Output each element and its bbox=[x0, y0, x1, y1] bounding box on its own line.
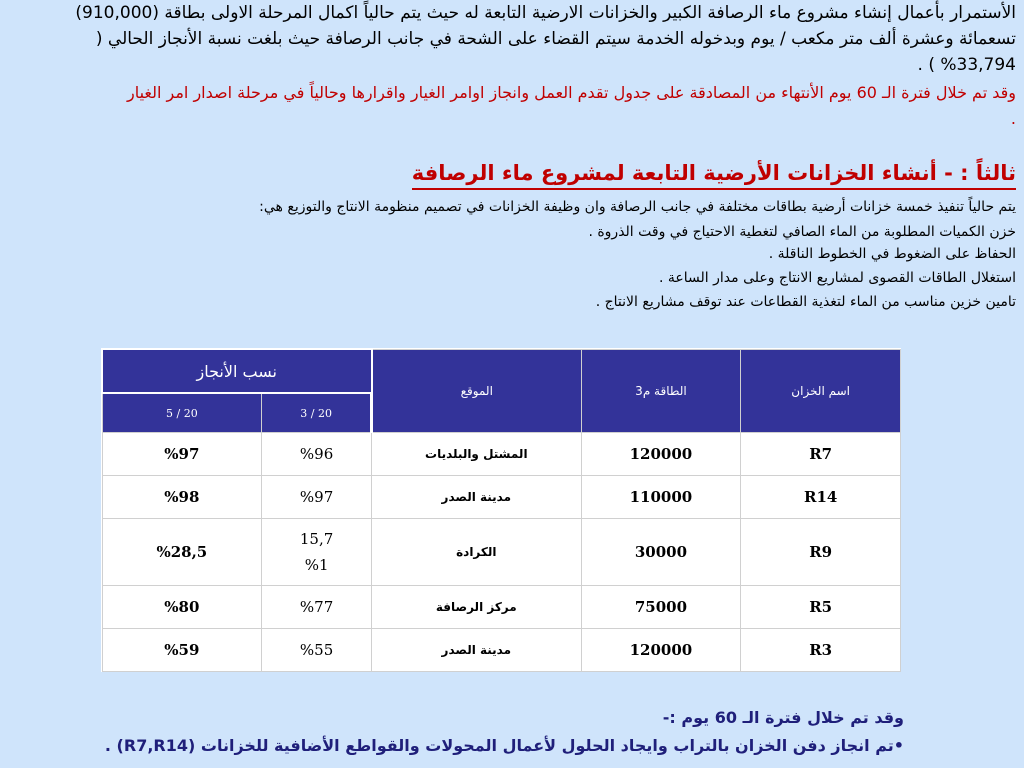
progress-a-line-1: 15,7 bbox=[299, 530, 334, 548]
progress-a-cell bbox=[262, 519, 372, 586]
date-b-header: 5 / 20 bbox=[102, 393, 262, 433]
location-cell: الكرادة bbox=[372, 519, 582, 586]
tank-name-cell: R9 bbox=[741, 519, 901, 586]
location-cell: مركز الرصافة bbox=[372, 586, 582, 629]
capacity-cell: 120000 bbox=[581, 629, 741, 672]
intro-paragraph bbox=[75, 0, 1016, 78]
location-cell: مدينة الصدر bbox=[372, 629, 582, 672]
table-row bbox=[102, 476, 901, 519]
red-note-line-1: وقد تم خلال فترة الـ 60 يوم الأنتهاء من المصادقة على جدول تقدم العمل وانجاز اوامر الغيار واقرارها وحالياً في مرحلة اصدار امر الغيار bbox=[126, 83, 1016, 102]
tank-name-cell: R14 bbox=[741, 476, 901, 519]
progress-a-cell: %96 bbox=[262, 433, 372, 476]
progress-b-cell: %59 bbox=[102, 629, 262, 672]
table-row bbox=[102, 433, 901, 476]
bottom-line-2: •تم انجاز دفن الخزان بالتراب وايجاد الحلول لأعمال المحولات والقواطع الأضافية للخزانات (R7,R14) . bbox=[104, 736, 904, 755]
capacity-cell: 110000 bbox=[581, 476, 741, 519]
bullet-2: الحفاظ على الضغوط في الخطوط الناقلة . bbox=[768, 246, 1016, 262]
date-a-header: 3 / 20 bbox=[262, 393, 372, 433]
bullet-4: تامين خزين مناسب من الماء لتغذية القطاعات عند توقف مشاريع الانتاج . bbox=[595, 294, 1016, 310]
table-row bbox=[102, 629, 901, 672]
progress-b-cell: %80 bbox=[102, 586, 262, 629]
tank-name-header: اسم الخزان bbox=[741, 349, 901, 433]
red-note bbox=[127, 80, 1016, 132]
table-row bbox=[102, 586, 901, 629]
intro-line-3: %33,794 ) . bbox=[917, 55, 1016, 75]
progress-a-cell: %77 bbox=[262, 586, 372, 629]
red-note-line-2: . bbox=[1010, 109, 1016, 128]
capacity-header: الطاقة م3 bbox=[581, 349, 741, 433]
location-cell: المشتل والبلديات bbox=[372, 433, 582, 476]
tank-name-cell: R3 bbox=[741, 629, 901, 672]
tank-name-cell: R7 bbox=[741, 433, 901, 476]
tank-name-cell: R5 bbox=[741, 586, 901, 629]
progress-a-cell: %55 bbox=[262, 629, 372, 672]
bullet-1: خزن الكميات المطلوبة من الماء الصافي لتغطية الاحتياج في وقت الذروة . bbox=[588, 224, 1016, 240]
bottom-line-1: وقد تم خلال فترة الـ 60 يوم :- bbox=[662, 708, 904, 727]
table-row bbox=[102, 519, 901, 586]
capacity-cell: 75000 bbox=[581, 586, 741, 629]
progress-b-cell: %97 bbox=[102, 433, 262, 476]
capacity-cell: 30000 bbox=[581, 519, 741, 586]
progress-b-cell: %98 bbox=[102, 476, 262, 519]
section-intro: يتم حالياً تنفيذ خمسة خزانات أرضية بطاقات مختلفة في جانب الرصافة وان وظيفة الخزانات في تصميم منظومة الانتاج والتوزيع هي: bbox=[259, 199, 1016, 215]
progress-a-line-2: %1 bbox=[304, 556, 329, 574]
location-cell: مدينة الصدر bbox=[372, 476, 582, 519]
section-title: ثالثاً : - أنشاء الخزانات الأرضية التابعة لمشروع ماء الرصافة bbox=[412, 158, 1016, 190]
progress-b-cell: %28,5 bbox=[102, 519, 262, 586]
tanks-table bbox=[101, 348, 901, 672]
bullet-3: استغلال الطاقات القصوى لمشاريع الانتاج وعلى مدار الساعة . bbox=[659, 270, 1016, 286]
location-header: الموقع bbox=[372, 349, 582, 433]
progress-header: نسب الأنجاز bbox=[102, 349, 372, 393]
progress-a-cell: %97 bbox=[262, 476, 372, 519]
capacity-cell: 120000 bbox=[581, 433, 741, 476]
intro-line-2: تسعمائة وعشرة ألف متر مكعب / يوم وبدخوله الخدمة سيتم القضاء على الشحة في جانب الرصافة حيث بلغت نسبة الأنجاز الحالي ( bbox=[95, 29, 1016, 49]
intro-line-1: الأستمرار بأعمال إنشاء مشروع ماء الرصافة الكبير والخزانات الارضية التابعة له حيث يتم حالياً اكمال المرحلة الاولى بطاقة (910,000) bbox=[75, 3, 1016, 23]
